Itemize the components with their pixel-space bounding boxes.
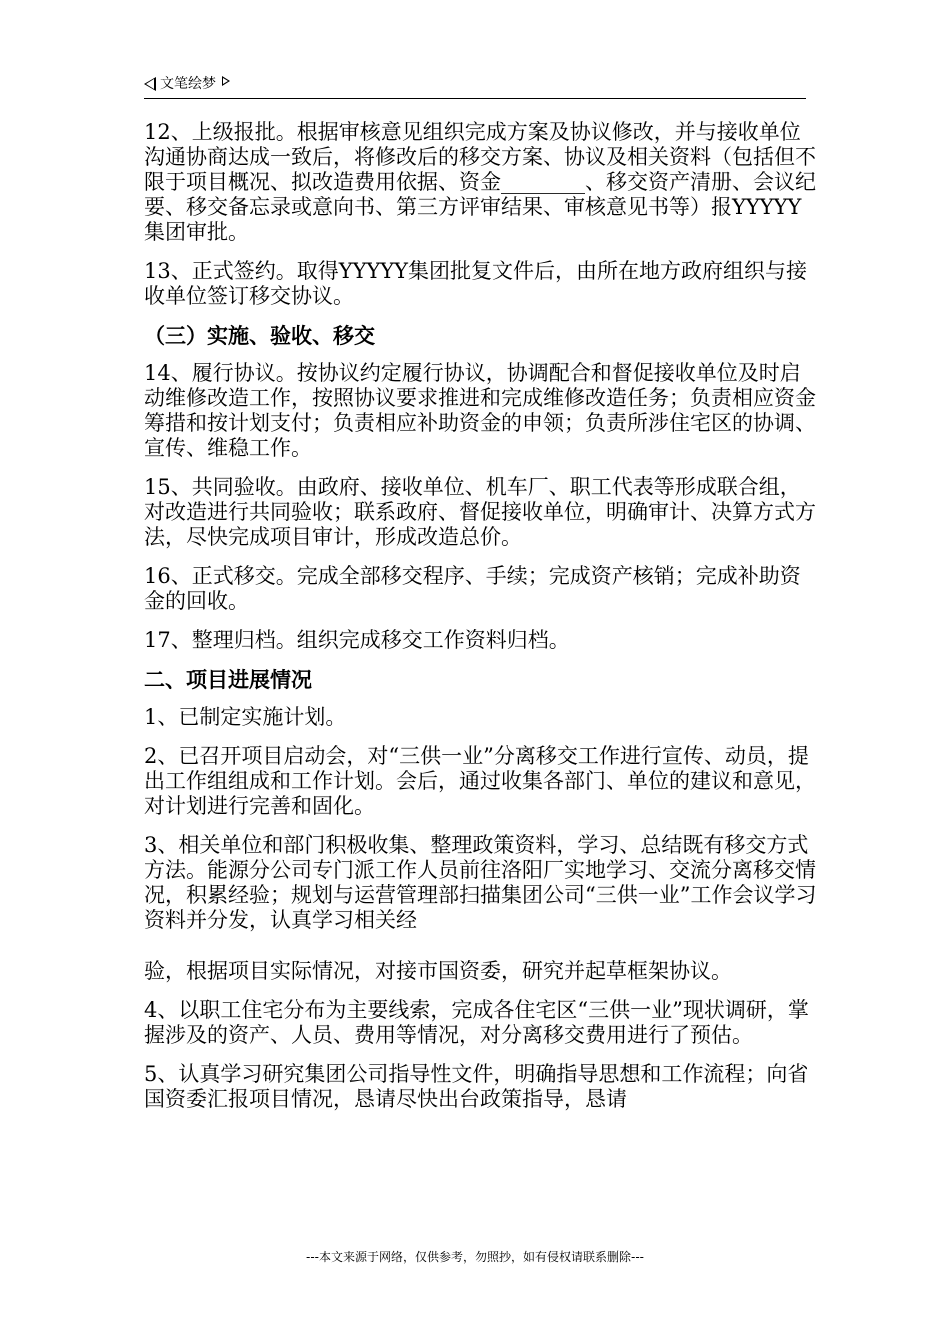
progress-item-3: 3、相关单位和部门积极收集、整理政策资料，学习、总结既有移交方式方法。能源分公司专门派工作人员前往洛阳厂实地学习、交流分离移交情况，积累经验；规划与运营管理部扫描集团公司“三供一业”工作会议学习资料并分发，认真学习相关经 bbox=[144, 833, 817, 932]
header-title: 文笔绘梦 bbox=[160, 76, 216, 92]
section-heading-implementation: （三）实施、验收、移交 bbox=[144, 324, 375, 348]
paragraph-13: 13、正式签约。取得YYYYY集团批复文件后，由所在地方政府组织与接收单位签订移交协议。 bbox=[144, 259, 808, 308]
paragraph-14: 14、履行协议。按协议约定履行协议，协调配合和督促接收单位及时启动维修改造工作，按照协议要求推进和完成维修改造任务；负责相应资金筹措和按计划支付；负责相应补助资金的申领；负责所涉住宅区的协调、宣传、维稳工作。 bbox=[144, 361, 816, 460]
triangle-right-outline-icon bbox=[222, 76, 230, 86]
section-heading-progress: 二、项目进展情况 bbox=[144, 668, 312, 692]
progress-item-3-continued: 验，根据项目实际情况，对接市国资委，研究并起草框架协议。 bbox=[144, 959, 732, 983]
progress-item-5: 5、认真学习研究集团公司指导性文件，明确指导思想和工作流程；向省国资委汇报项目情况，恳请尽快出台政策指导，恳请 bbox=[144, 1062, 809, 1111]
paragraph-15: 15、共同验收。由政府、接收单位、机车厂、职工代表等形成联合组，对改造进行共同验收；联系政府、督促接收单位，明确审计、决算方式方法，尽快完成项目审计，形成改造总价。 bbox=[144, 475, 816, 549]
document-body bbox=[144, 120, 820, 1126]
paragraph-12: 12、上级报批。根据审核意见组织完成方案及协议修改，并与接收单位沟通协商达成一致后，将修改后的移交方案、协议及相关资料（包括但不限于项目概况、拟改造费用依据、资金________、移交资产清册、会议纪要、移交备忘录或意向书、第三方评审结果、审核意见书等）报YYYYY集团审批。 bbox=[144, 120, 816, 244]
progress-item-2: 2、已召开项目启动会，对“三供一业”分离移交工作进行宣传、动员，提出工作组组成和工作计划。会后，通过收集各部门、单位的建议和意见，对计划进行完善和固化。 bbox=[144, 744, 816, 818]
page-footer-notice: ---本文来源于网络，仅供参考，勿照抄，如有侵权请联系删除--- bbox=[306, 1250, 644, 1264]
paragraph-16: 16、正式移交。完成全部移交程序、手续；完成资产核销；完成补助资金的回收。 bbox=[144, 564, 801, 613]
progress-item-4: 4、以职工住宅分布为主要线索，完成各住宅区“三供一业”现状调研，掌握涉及的资产、人员、费用等情况，对分离移交费用进行了预估。 bbox=[144, 998, 809, 1047]
progress-item-1: 1、已制定实施计划。 bbox=[144, 705, 347, 729]
page-header bbox=[144, 74, 806, 99]
paragraph-17: 17、整理归档。组织完成移交工作资料归档。 bbox=[144, 628, 570, 652]
triangle-left-outline-icon bbox=[144, 77, 156, 91]
